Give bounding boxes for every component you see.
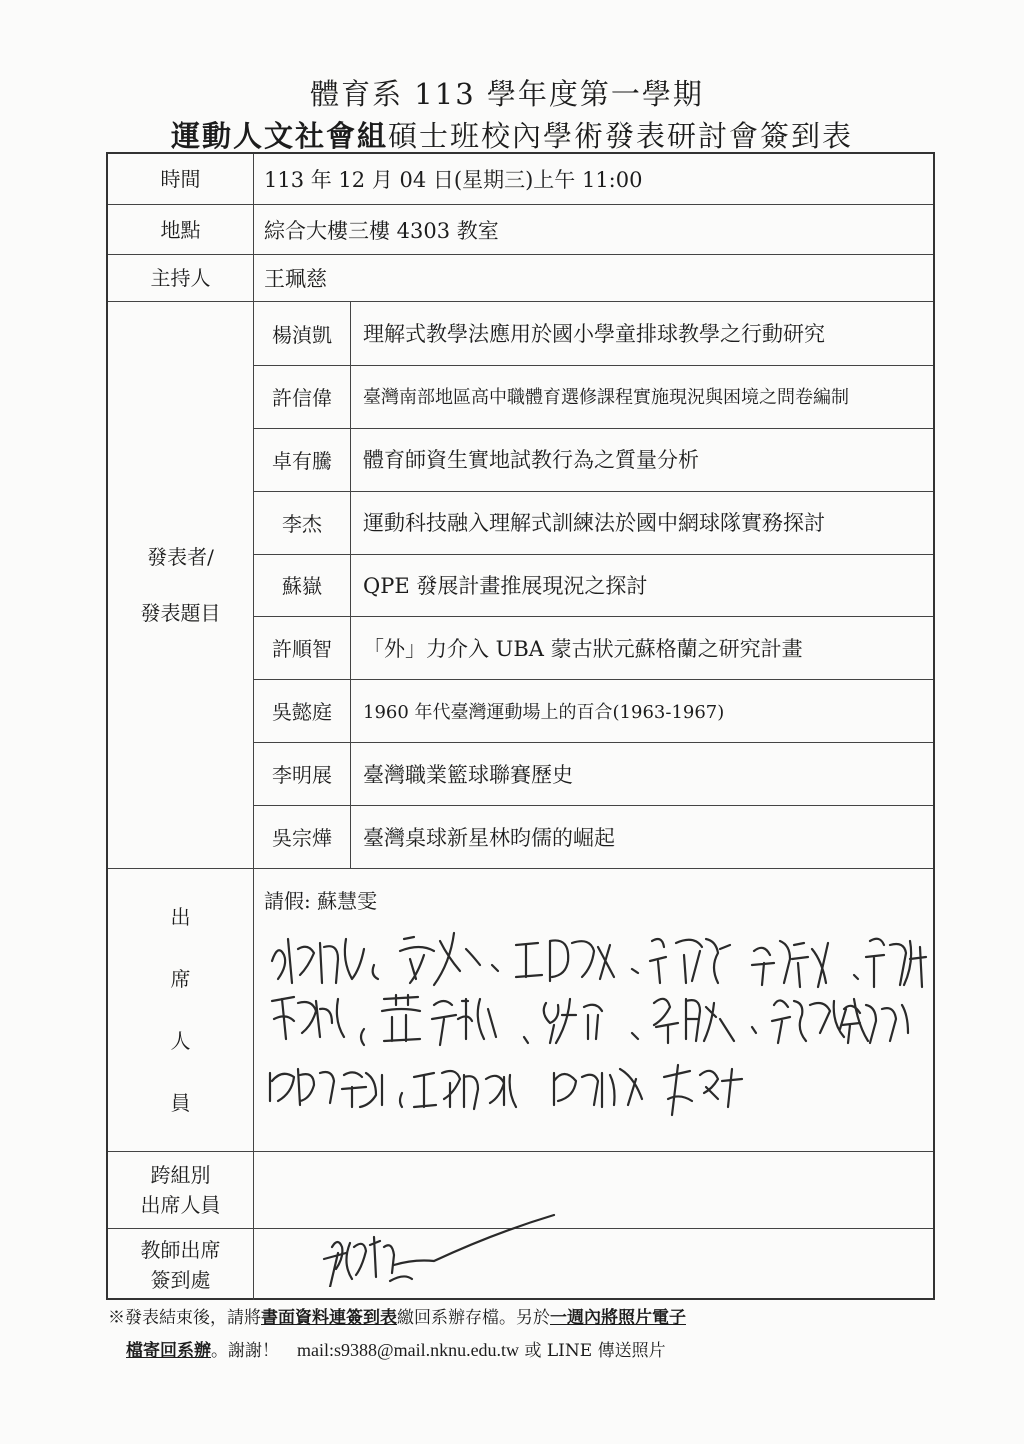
leave-note: 請假: 蘇慧雯 (264, 889, 378, 913)
presenter-name: 李杰 (254, 491, 351, 554)
time-label: 時間 (108, 154, 254, 204)
presenter-row (254, 428, 933, 492)
presenter-row (254, 491, 933, 555)
presenter-name: 蘇嶽 (254, 554, 351, 617)
teacher-label (108, 1229, 254, 1300)
footer-line1 (108, 1302, 928, 1334)
place-value: 綜合大樓三樓 4303 教室 (264, 218, 499, 243)
cross-group-label (108, 1152, 254, 1228)
presenter-row (254, 365, 933, 429)
presenter-row (254, 302, 933, 366)
presenter-topic: 1960 年代臺灣運動場上的百合(1963-1967) (363, 701, 725, 723)
presenter-row (254, 805, 933, 868)
presenter-list (254, 302, 933, 868)
subtitle-bold: 運動人文社會組 (170, 119, 388, 153)
sign-in-table (106, 152, 935, 1300)
footer-part4: 一週內將照片電子 (550, 1308, 686, 1328)
presenter-name: 楊湞凱 (254, 302, 351, 365)
presenter-topic: 「外」力介入 UBA 蒙古狀元蘇格蘭之研究計畫 (363, 636, 803, 661)
presenter-name: 卓有騰 (254, 428, 351, 491)
footer-mail[interactable]: mail:s9388@mail.nknu.edu.tw (297, 1340, 520, 1360)
time-row (108, 154, 933, 205)
footer-line2 (108, 1334, 928, 1367)
teacher-signature (304, 1207, 564, 1287)
presenter-topic: 體育師資生實地試教行為之質量分析 (363, 448, 699, 473)
handwritten-signatures (254, 869, 934, 1151)
presenter-topic: 臺灣職業籃球聯賽歷史 (363, 762, 573, 787)
presenter-row (254, 742, 933, 806)
presenter-row (254, 554, 933, 618)
page-title: 體育系 113 學年度第一學期 (310, 77, 704, 111)
footer-note (108, 1302, 928, 1367)
footer-part2: 書面資料連簽到表 (261, 1308, 397, 1328)
subtitle-rest: 碩士班校內學術發表研討會簽到表 (388, 119, 854, 153)
presenter-name: 吳宗燁 (254, 805, 351, 868)
host-label: 主持人 (108, 255, 254, 301)
host-value: 王珮慈 (264, 267, 327, 291)
presenter-name: 吳懿庭 (254, 679, 351, 742)
presenter-name: 李明展 (254, 742, 351, 805)
attendance-area (254, 869, 933, 1151)
footer-part3: 繳回系辦存檔。另於 (397, 1308, 550, 1328)
attendance-label-char: 員 (170, 1091, 191, 1115)
footer-part7: 或 LINE 傳送照片 (519, 1341, 666, 1361)
presenter-row (254, 616, 933, 680)
presenters-label-line2: 發表題目 (140, 601, 221, 625)
teacher-signature-area (254, 1229, 933, 1300)
place-row (108, 205, 933, 255)
attendance-label-char: 人 (170, 1029, 191, 1053)
host-row (108, 255, 933, 302)
presenter-topic: 臺灣桌球新星林昀儒的崛起 (363, 825, 615, 850)
presenter-name: 許順智 (254, 616, 351, 679)
presenter-row (254, 679, 933, 743)
presenter-topic: 理解式教學法應用於國小學童排球教學之行動研究 (363, 322, 825, 347)
presenter-topic: 運動科技融入理解式訓練法於國中網球隊實務探討 (363, 511, 825, 536)
footer-part5: 檔寄回系辦 (126, 1341, 211, 1361)
presenters-label-line1: 發表者/ (147, 545, 214, 569)
place-label: 地點 (108, 205, 254, 254)
attendance-label-char: 出 (170, 905, 191, 929)
presenters-row (108, 302, 933, 869)
attendance-label-char: 席 (170, 967, 191, 991)
teacher-label-line1: 教師出席 (140, 1237, 221, 1262)
footer-part6: 。謝謝！ (211, 1341, 279, 1361)
presenter-name: 許信偉 (254, 365, 351, 428)
page-subtitle (0, 114, 1024, 155)
attendance-row (108, 869, 933, 1152)
time-value: 113 年 12 月 04 日(星期三)上午 11:00 (264, 168, 643, 192)
presenter-topic: 臺灣南部地區高中職體育選修課程實施現況與困境之問卷編制 (363, 387, 849, 409)
attendance-label (108, 869, 254, 1151)
cross-group-label-line1: 跨組別 (150, 1163, 211, 1187)
presenters-label (108, 302, 254, 868)
presenter-topic: QPE 發展計畫推展現況之探討 (363, 573, 648, 598)
cross-group-label-line2: 出席人員 (140, 1193, 221, 1217)
footer-part1: ※發表結束後，請將 (108, 1308, 261, 1328)
teacher-label-line2: 簽到處 (150, 1267, 211, 1292)
teacher-row (108, 1229, 933, 1300)
